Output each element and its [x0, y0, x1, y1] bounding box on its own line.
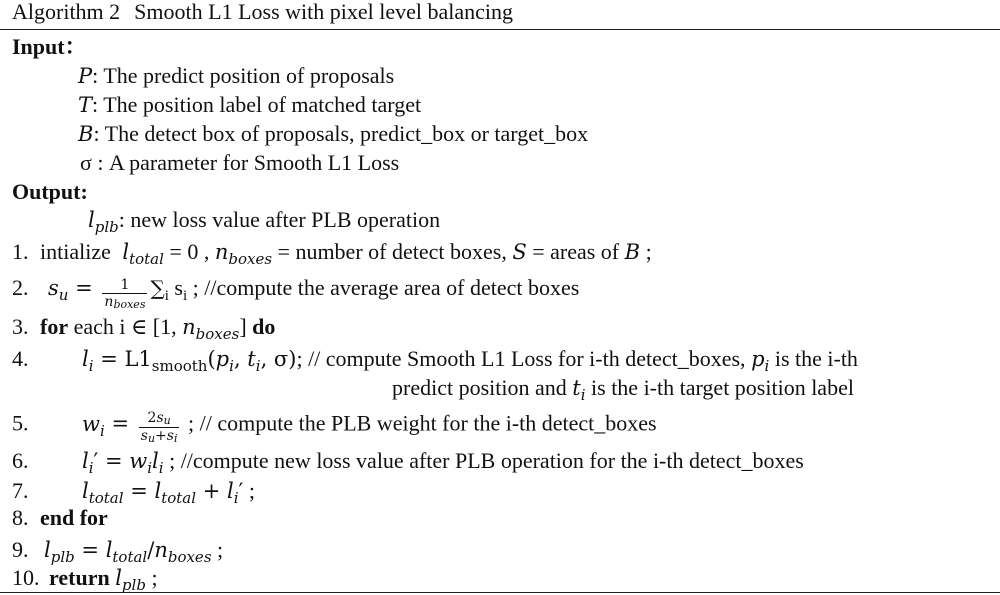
step-number: 1.	[12, 239, 29, 264]
input-item-b	[78, 121, 588, 147]
step-5: 5. $w_i$ = $\frac{2su}{su+si}$ ; // compute the PLB weight for the i-th detect_boxes	[12, 410, 657, 445]
step-number: 6.	[12, 448, 29, 473]
step-1: 1. intialize $l_{total} = 0$ , $n_{boxes}$ = number of detect boxes, S = areas of B ;	[12, 239, 652, 268]
input-item-t	[78, 92, 421, 118]
step-8	[12, 505, 108, 531]
input-item-p	[78, 63, 394, 89]
input-symbol: P	[78, 64, 93, 88]
step-10: 10. return $l_{plb}$ ;	[12, 565, 158, 594]
step-text: ;	[145, 565, 158, 590]
output-description: : new loss value after PLB operation	[118, 207, 441, 232]
step-text: = areas of	[526, 239, 625, 264]
output-heading: Output:	[12, 179, 88, 204]
step-comment: ; // compute Smooth L1 Loss for i-th detect_boxes,	[296, 346, 752, 371]
function-subscript: smooth	[151, 357, 208, 375]
step-text: = 0 ,	[163, 239, 215, 264]
step-keyword: intialize	[40, 239, 111, 264]
step-comment: ; //compute new loss value after PLB operation for the i-th detect_boxes	[163, 448, 804, 473]
step-2: 2. $s_u$ = $\frac{1}{\text{nboxes}}$ $\sum_i$ $s_i$ ; //compute the average area of detect boxes	[12, 275, 580, 311]
fraction-numerator: 1	[102, 277, 147, 294]
step-text: ;	[243, 478, 255, 503]
input-description: : The detect box of proposals, predict_box or target_box	[93, 121, 589, 146]
step-text: ;	[211, 537, 224, 562]
input-item-sigma	[80, 150, 399, 176]
input-description: : A parameter for Smooth L1 Loss	[91, 150, 400, 175]
bottom-rule	[0, 592, 1000, 593]
step-text: ]	[239, 314, 253, 339]
step-keyword: end for	[40, 505, 108, 530]
output-item	[88, 207, 440, 235]
input-symbol: T	[78, 93, 93, 117]
function-name: L1	[124, 347, 152, 371]
input-description: : The predict position of proposals	[92, 63, 395, 88]
algorithm-title: Smooth L1 Loss with pixel level balancing	[134, 0, 514, 24]
output-symbol-sub: plb	[94, 218, 119, 236]
step-number: 9.	[12, 537, 29, 562]
algorithm-label: Algorithm 2	[12, 0, 121, 24]
step-3: 3. for each i ∈ [1, $n_{boxes}$] do	[12, 314, 276, 343]
step-6: 6. $l_i' = w_il_i$ ; //compute new loss value after PLB operation for the i-th detect_boxes	[12, 448, 804, 477]
step-number: 2.	[12, 275, 29, 301]
input-description: : The position label of matched target	[92, 92, 422, 117]
step-number: 7.	[12, 478, 29, 503]
step-keyword: return	[49, 565, 110, 590]
step-number: 4.	[12, 346, 29, 371]
step-keyword: for	[40, 314, 69, 339]
input-symbol: σ	[80, 150, 92, 175]
output-symbol: l	[88, 208, 95, 232]
step-7: 7. $l_{total} = l_{total} + l_i'$ ;	[12, 478, 255, 507]
top-rule	[0, 29, 1000, 30]
input-symbol: B	[78, 122, 94, 146]
step-4: 4. $l_i = L1_{smooth}(p_i$, $t_i$, σ); // compute Smooth L1 Loss for i-th detect_boxes, $p_i$ is the i-th	[12, 346, 858, 375]
step-number: 3.	[12, 314, 29, 339]
step-4-continuation: predict position and $t_i$ is the i-th target position label	[392, 375, 854, 404]
input-heading: Input：	[12, 34, 87, 59]
step-number: 5.	[12, 410, 29, 436]
step-9: 9. $l_{plb} = l_{total}/n_{boxes}$ ;	[12, 537, 224, 566]
step-comment: predict position and	[392, 375, 573, 400]
step-text: each i ∈ [1,	[68, 314, 183, 339]
step-text: = number of detect boxes,	[272, 239, 513, 264]
step-number: 8.	[12, 505, 29, 530]
step-number: 10.	[12, 565, 40, 590]
step-keyword: do	[252, 314, 276, 339]
step-comment: is the i-th target position label	[585, 375, 854, 400]
fraction-numerator: 2	[147, 410, 157, 426]
step-comment: ; //compute the average area of detect boxes	[187, 275, 580, 301]
step-text: ;	[640, 239, 652, 264]
step-comment: ; // compute the PLB weight for the i-th detect_boxes	[182, 410, 657, 436]
step-comment: is the i-th	[769, 346, 858, 371]
algorithm-caption	[12, 0, 513, 25]
